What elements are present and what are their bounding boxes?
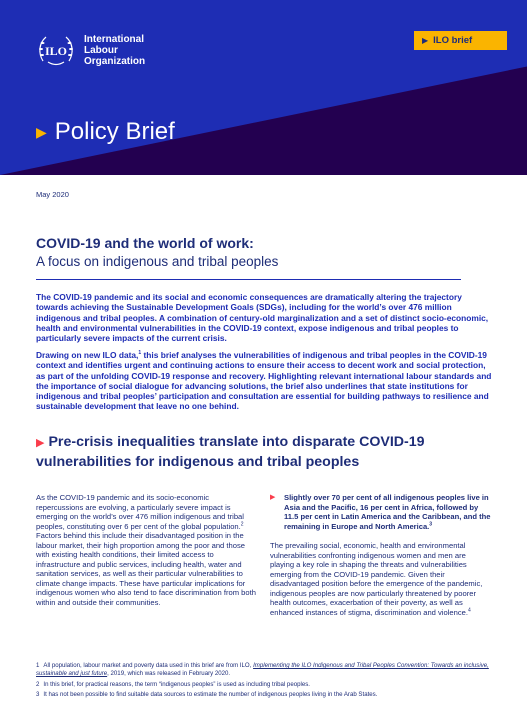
bullet-arrow-icon: ▶ [270,494,276,501]
title-divider [36,279,461,280]
abstract-text-2a: Drawing on new ILO data, [36,350,139,360]
tag-label: ILO brief [433,35,473,46]
footnote-3: 3 It has not been possible to find suitable data sources to estimate the number of indigenous peoples living in the Arab States. [36,690,378,698]
org-name [84,34,145,67]
abstract-text-1: The COVID-19 pandemic and its social and economic consequences are dramatically altering the trajectory towards achieving the Sustainable Development Goals (SDGs), including for the world’s over 476 million indigenous and tribal peoples. A combination of century-old marginalization and a set of distinct socio-economic, health and environmental vulnerabilities in the COVID-19 context, expose indigenous and tribal peoples to particularly severe impacts of the current crisis. [36,292,489,344]
footnote-ref-3[interactable]: 3 [429,521,433,528]
document-subtitle: A focus on indigenous and tribal peoples [36,254,279,269]
header-banner [0,0,527,175]
globe-laurel-icon [36,31,76,71]
right-paragraph-text: The prevailing social, economic, health and environmental vulnerabilities confronting indigenous women and men are playing a key role in shaping the threats and vulnerabilities emerging from the COVID-19 pandemic. Given their disadvantaged position before the emergence of the pandemic, indigenous peoples are now particularly threatened by poorer health outcomes, exacerbation of their poverty, as well as enhanced instances of stigma, discrimination and violence. [270,541,483,618]
left-text-a: As the COVID-19 pandemic and its socio-economic repercussions are evolving, a particularly severe impact is emerging on the world’s over 476 million indigenous and tribal peoples, constituting over 6 per cent of the global population. [36,493,244,531]
publication-date: May 2020 [36,190,69,199]
tag-arrow-icon: ▶ [422,36,429,45]
header-blue-band [0,0,527,175]
bullet-text: Slightly over 70 per cent of all indigenous peoples live in Asia and the Pacific, 16 per cent in Africa, followed by 11.5 per cent in Latin America and the Caribbean, and the remaining in Europe and North America. [284,493,491,531]
policy-brief-heading [36,118,175,146]
footnote-ref-1[interactable]: 1 [138,350,142,357]
footnote-ref-4[interactable]: 4 [467,607,471,614]
left-column [36,493,258,608]
org-name-line1: International [84,34,145,45]
footnote-ref-2[interactable]: 2 [240,521,244,528]
section-heading [36,433,496,472]
logo-letters: ILO [44,44,68,58]
right-column [270,493,492,618]
heading-arrow-icon: ▶ [36,123,47,140]
policy-brief-label: Policy Brief [54,118,175,145]
footnote-2: 2 In this brief, for practical reasons, the term “indigenous peoples” is used as including tribal peoples. [36,680,310,688]
footnote-1: 1 All population, labour market and poverty data used in this brief are from ILO, Implementing the ILO Indigenous and Tribal Peoples Convention: Towards an inclusive, sustainable and just future, 2019, which was released in February 2020. [36,662,489,678]
ilo-logo [36,31,76,71]
org-name-line3: Organization [84,56,146,67]
ilo-brief-tag [414,31,507,50]
footnote-1-link[interactable]: Implementing the ILO Indigenous and Tribal Peoples Convention: Towards an inclusive, sustainable and just future [36,662,489,678]
abstract-paragraph-1 [36,292,492,343]
section-heading-text: Pre-crisis inequalities translate into disparate COVID-19 vulnerabilities for indigenous and tribal peoples [36,434,425,470]
abstract-text-2b: this brief analyses the vulnerabilities of indigenous and tribal peoples in the COVID-19 context and identifies urgent and continuing actions to ensure their access to decent work and social protection, as part of the unfolding COVID-19 response and recovery. Highlighting relevant international labour standards and the importance of social dialogue for advancing solutions, the brief also underlines that state institutions for indigenous and tribal peoples’ participation and consultation are essential for building pathways to resilience and sustainable development that leave no one behind. [36,350,492,412]
bullet-point [270,493,492,531]
footnotes [36,662,496,701]
abstract-paragraph-2 [36,350,492,412]
document-title: COVID-19 and the world of work: [36,235,254,251]
section-arrow-icon: ▶ [36,437,45,449]
left-text-b: Factors behind this include their disadvantaged position in the labour market, their high proportion among the poor and those with existing health conditions, their limited access to infrastructure and public services, including health, water and sanitation services, as well as their particular vulnerabilities to climate change impacts. These have particular implications for indigenous women who also tend to face discrimination from both within and outside their communities. [36,531,256,608]
org-name-line2: Labour [84,45,118,56]
